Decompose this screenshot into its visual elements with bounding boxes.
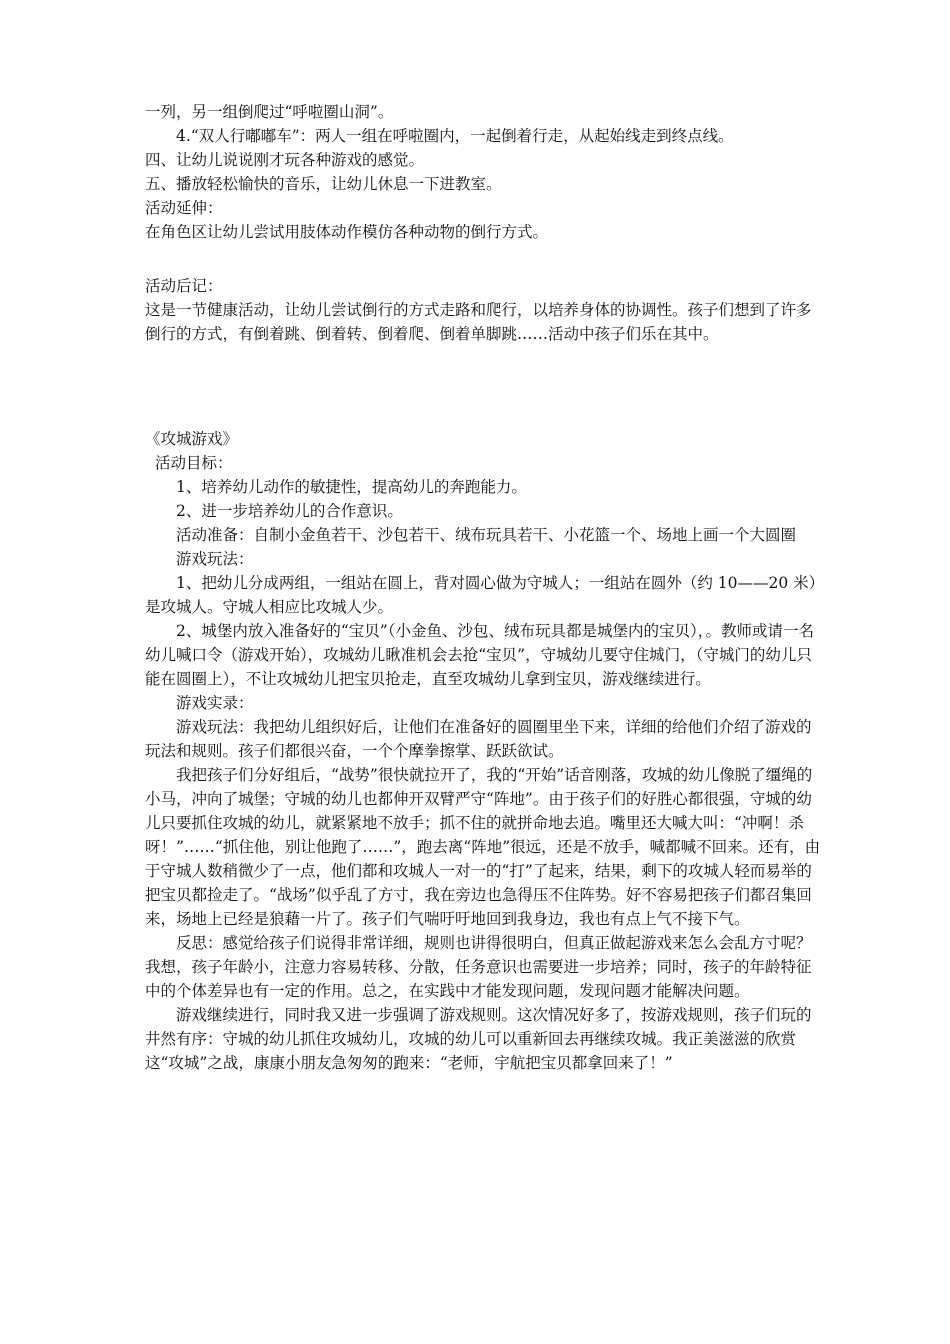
paragraph-line: 五、播放轻松愉快的音乐，让幼儿休息一下进教室。 [145, 175, 502, 193]
record-paragraph: 游戏玩法：我把幼儿组织好后，让他们在准备好的圆圈里坐下来，详细的给他们介绍了游戏的玩法和规则。孩子们都很兴奋，一个个摩拳擦掌、跃跃欲试。 [145, 718, 812, 760]
continue-paragraph: 游戏继续进行，同时我又进一步强调了游戏规则。这次情况好多了，按游戏规则，孩子们玩的井然有序：守城的幼儿抓住攻城幼儿，攻城的幼儿可以重新回去再继续攻城。我正美滋滋的欣赏这“攻城”之战，康康小朋友急匆匆的跑来：“老师，宇航把宝贝都拿回来了！” [145, 1006, 812, 1072]
afterword-section [145, 274, 825, 346]
goal-heading: 活动目标： [155, 454, 233, 472]
activity-steps-section [145, 100, 825, 244]
paragraph-line: 在角色区让幼儿尝试用肢体动作模仿各种动物的倒行方式。 [145, 223, 549, 241]
rule-paragraph: 1、把幼儿分成两组，一组站在圆上，背对圆心做为守城人；一组站在圆外（约 10——20 米）是攻城人。守城人相应比攻城人少。 [145, 574, 825, 616]
afterword-paragraph: 这是一节健康活动，让幼儿尝试倒行的方式走路和爬行，以培养身体的协调性。孩子们想到了许多倒行的方式，有倒着跳、倒着转、倒着爬、倒着单脚跳……活动中孩子们乐在其中。 [145, 301, 812, 343]
paragraph-line: 一列，另一组倒爬过“呼啦圈山洞”。 [145, 103, 394, 121]
paragraph-line: 4.“双人行嘟嘟车”：两人一组在呼啦圈内，一起倒着行走，从起始线走到终点线。 [176, 127, 734, 145]
goal-item: 2、进一步培养幼儿的合作意识。 [176, 502, 403, 520]
goal-item: 1、培养幼儿动作的敏捷性，提高幼儿的奔跑能力。 [176, 478, 527, 496]
preparation-paragraph: 活动准备：自制小金鱼若干、沙包若干、绒布玩具若干、小花篮一个、场地上画一个大圆圈 [176, 526, 797, 544]
activity-extension-heading: 活动延伸： [145, 199, 223, 217]
record-paragraph: 我把孩子们分好组后，“战势”很快就拉开了，我的“开始”话音刚落，攻城的幼儿像脱了缰绳的小马，冲向了城堡；守城的幼儿也都伸开双臂严守“阵地”。由于孩子们的好胜心都很强，守城的幼儿只要抓住攻城的幼儿，就紧紧地不放手；抓不住的就拼命地去追。嘴里还大喊大叫：“冲啊！杀呀！”……“抓住他，别让他跑了……”，跑去离“阵地”很远，还是不放手，喊都喊不回来。还有，由于守城人数稍微少了一点，他们都和攻城人一对一的“打”了起来，结果，剩下的攻城人轻而易举的把宝贝都捡走了。“战场”似乎乱了方寸，我在旁边也急得压不住阵势。好不容易把孩子们都召集回来，场地上已经是狼藉一片了。孩子们气喘吁吁地回到我身边，我也有点上气不接下气。 [145, 766, 821, 928]
record-heading: 游戏实录： [176, 694, 254, 712]
rule-paragraph: 2、城堡内放入准备好的“宝贝”（小金鱼、沙包、绒布玩具都是城堡内的宝贝），。教师或请一名幼儿喊口令（游戏开始），攻城幼儿瞅准机会去抢“宝贝”，守城幼儿要守住城门，（守城门的幼儿只能在圆圈上），不让攻城幼儿把宝贝抢走，直至攻城幼儿拿到宝贝，游戏继续进行。 [145, 622, 814, 688]
game-section [145, 427, 825, 1075]
reflection-paragraph: 反思：感觉给孩子们说得非常详细，规则也讲得很明白，但真正做起游戏来怎么会乱方寸呢？我想，孩子年龄小，注意力容易转移、分散，任务意识也需要进一步培养；同时，孩子的年龄特征中的个体差异也有一定的作用。总之，在实践中才能发现问题，发现问题才能解决问题。 [145, 934, 812, 1000]
game-title: 《攻城游戏》 [145, 430, 239, 448]
afterword-heading: 活动后记： [145, 277, 223, 295]
play-heading: 游戏玩法： [176, 550, 254, 568]
paragraph-line: 四、让幼儿说说刚才玩各种游戏的感觉。 [145, 151, 425, 169]
